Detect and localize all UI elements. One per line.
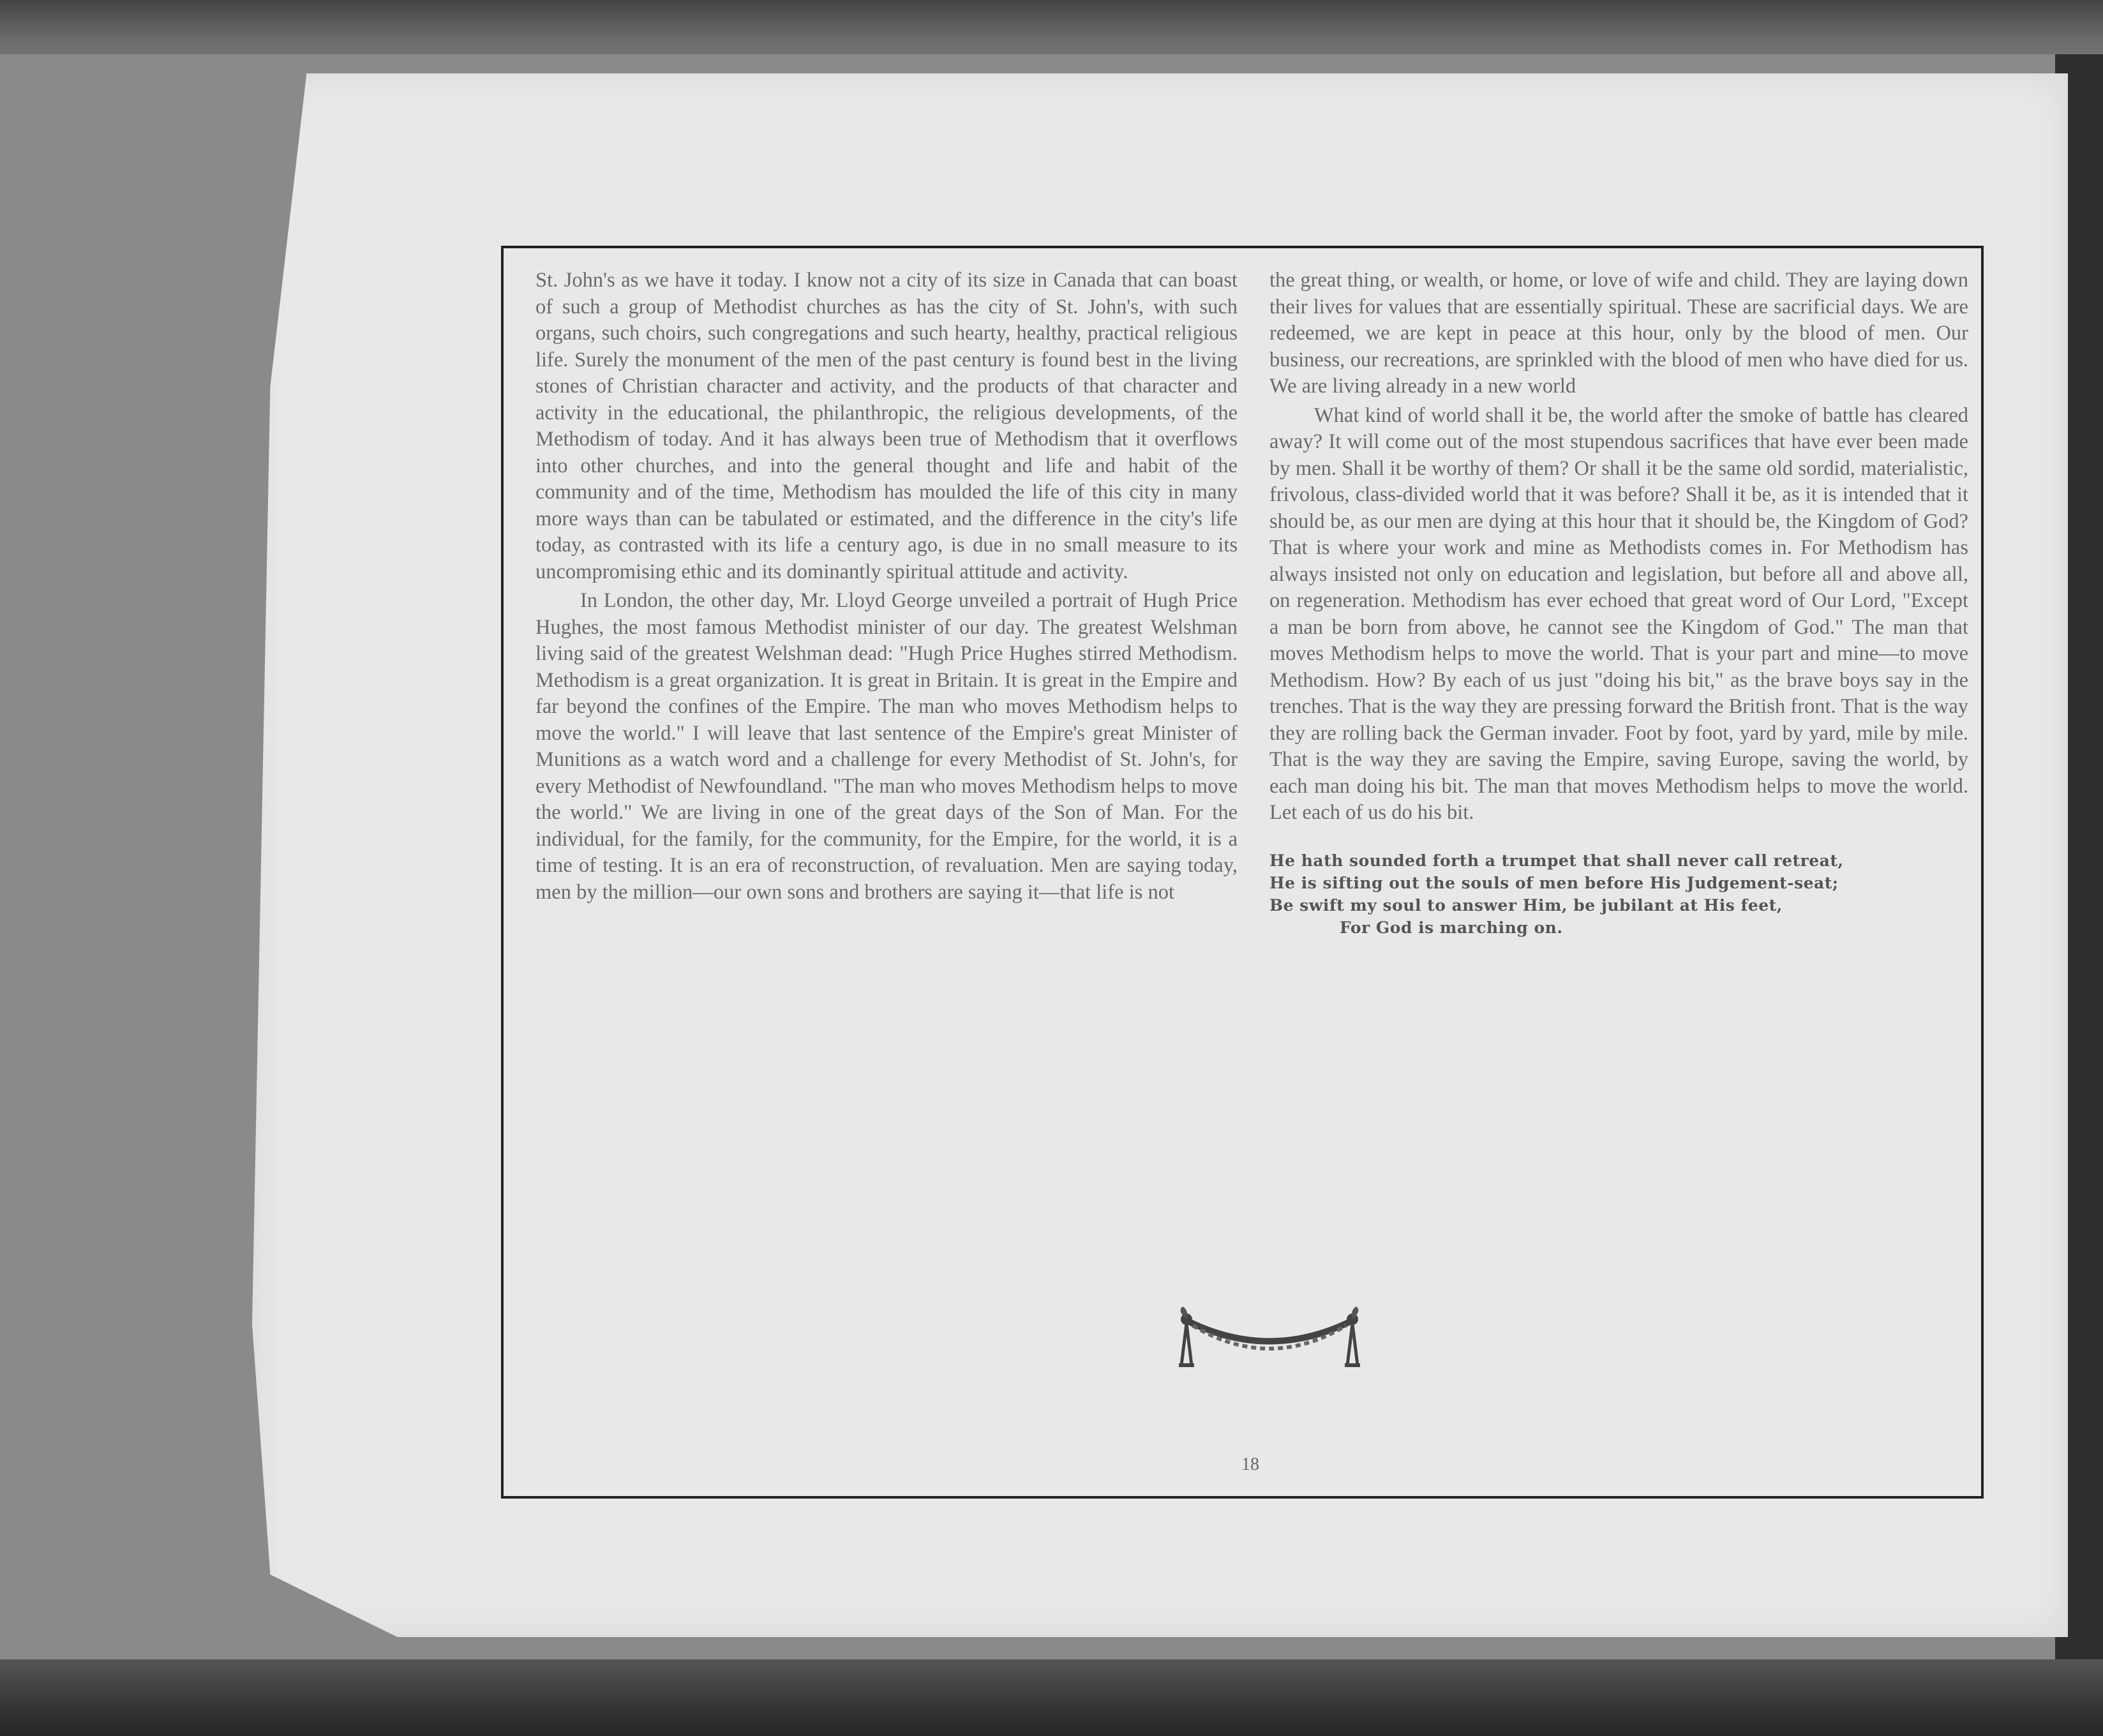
garland-ribbon-icon (1174, 1301, 1365, 1372)
left-paragraph-2: In London, the other day, Mr. Lloyd George unveiled a portrait of Hugh Price Hughes, the most famous Methodist minister of our day. The greatest Welshman living said of the greatest Welshman dead: "Hugh Price Hughes stirred Methodism. Methodism is a great organization. It is great in Britain. It is great in the Empire and far beyond the confines of the Empire. The man who moves Methodism helps to move the world." I will leave that last sentence of the Empire's great Minister of Munitions as a watch word and a challenge for every Methodist of St. John's, for every Methodist of Newfoundland. "The man who moves Methodism helps to move the world." We are living in one of the great days of the Son of Man. For the individual, for the family, for the community, for the Empire, for the world, it is a time of testing. It is an era of reconstruction, of revaluation. Men are saying today, men by the million—our own sons and brothers are saying it—that life is not (535, 589, 1238, 904)
poem-line: Be swift my soul to answer Him, be jubilant at His feet, (1269, 895, 1783, 915)
poem-line: He is sifting out the souls of men before His Judgement-seat; (1269, 873, 1839, 892)
left-column (535, 267, 1238, 906)
text-frame (501, 246, 1984, 1499)
right-column (1269, 267, 1968, 939)
left-paragraph-1: St. John's as we have it today. I know not a city of its size in Canada that can boast of such a group of Methodist churches as has the city of St. John's, with such organs, such choirs, such congregations and such hearty, healthy, practical religious life. Surely the monument of the men of the past century is found best in the living stones of Christian character and activity, and the products of that character and activity in the educational, the philanthropic, the religious developments, of the Methodism of today. And it has always been true of Methodism that it overflows into other churches, and into the general thought and life and habit of the community and of the time, Methodism has moulded the life of this city in many more ways than can be tabulated or estimated, and the difference in the city's life today, as contrasted with its life a century ago, is due in no small measure to its uncompromising ethic and its dominantly spiritual attitude and activity. (535, 269, 1238, 583)
poem-line: For God is marching on. (1340, 918, 1563, 937)
poem-stanza (1269, 849, 1968, 939)
right-paragraph-1: the great thing, or wealth, or home, or love of wife and child. They are laying down their lives for values that are essentially spiritual. These are sacrificial days. We are redeemed, we are kept in peace at this hour, only by the blood of men. Our business, our recreations, are sprinkled with the blood of men who have died for us. We are living already in a new world (1269, 269, 1968, 398)
page-number: 18 (1241, 1455, 1259, 1474)
right-paragraph-2: What kind of world shall it be, the world after the smoke of battle has cleared away? It will come out of the most stupendous sacrifices that have ever been made by men. Shall it be worthy of them? Or shall it be the same old sordid, materialistic, frivolous, class-divided world that it was before? Shall it be, as it is intended that it should be, as our men are dying at this hour that it should be, the Kingdom of God? That is where your work and mine as Methodists comes in. For Methodism has always insisted not only on education and legislation, but before all and above all, on regeneration. Methodism has ever echoed that great word of Our Lord, "Except a man be born from above, he cannot see the Kingdom of God." The man that moves Methodism helps to move the world. That is your part and mine—to move Methodism. How? By each of us just "doing his bit," as the brave boys say in the trenches. That is the way they are pressing forward the British front. That is the way they are rolling back the German invader. Foot by foot, yard by yard, mile by mile. That is the way they are saving the Empire, saving Europe, saving the world, by each man doing his bit. The man that moves Methodism helps to move the world. Let each of us do his bit. (1269, 403, 1968, 824)
poem-line: He hath sounded forth a trumpet that shall never call retreat, (1269, 851, 1844, 870)
scan-background-bottom (0, 1659, 2103, 1736)
